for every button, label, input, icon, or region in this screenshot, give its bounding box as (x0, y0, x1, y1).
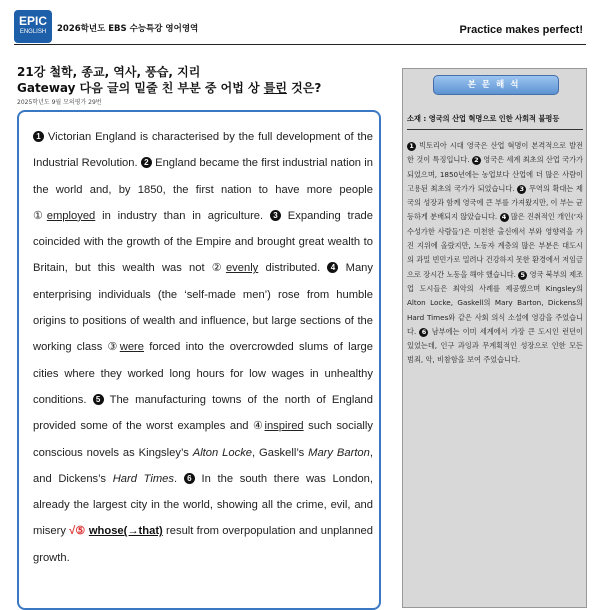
question-prompt: Gateway 다음 글의 밑줄 친 부분 중 어법 상 틀린 것은? (17, 81, 322, 95)
logo-text: EPIC (18, 14, 47, 28)
translation-text: 1 빅토리아 시대 영국은 산업 혁명이 본격적으로 발전한 것이 특징입니다. 2 영국은 세계 최초의 산업 국가가 되었으며, 1850년에는 농업보다 산업에 더 많은 사람이 고용된 최초의 국가가 되었습니다. 3 무역의 확대는 제국의 성장과 함께 영국에 큰 부를 가져왔지만, 이 부는 균등하게 분배되지 않았습니다. 4 많은 진취적인 개인(‘자수성가한 사람들’)은 미천한 출신에서 부와 영향력을 가진 지위에 올랐지만, 노동자 계층의 많은 부분은 대도시의 과밀 빈민가로 밀려나 건강하지 못한 환경에서 저임금으로 장시간 노동을 해야 했습니다. 5 영국 북부의 제조업 도시들은 최악의 사례를 제공했으며 Kingsley의 Alton Locke, Gaskell의 Mary Barton, Dickens의 Hard Times와 같은 사회 의식 소설에 영감을 주었습니다. 6 남부에는 이미 세계에서 가장 큰 도시인 런던이 있었는데, 인구 과잉과 무계획적인 성장으로 인한 모든 범죄, 악, 비참함을 보여 주었습니다. (407, 141, 584, 365)
answer-check-mark: √⑤ (69, 525, 86, 538)
sentence-number-1: 1 (33, 131, 44, 142)
sentence-number-5: 5 (93, 394, 104, 405)
sentence-number-3: 3 (270, 210, 281, 221)
translation-number-4: 4 (500, 213, 509, 222)
question-heading (17, 64, 321, 96)
sentence-number-4: 4 (327, 262, 338, 273)
novel-title-alton-locke: Alton Locke (192, 446, 253, 459)
translation-topic: 소재 : 영국의 산업 혁명으로 인한 사회적 불평등 (407, 114, 560, 123)
underlined-option-1: employed (46, 209, 96, 222)
sentence-number-6: 6 (184, 473, 195, 484)
epic-english-logo (14, 10, 52, 43)
page-header (0, 0, 595, 48)
passage-text: 1 Victorian England is characterised by the full development of the Industrial Revolution. 2 England became the first industrial nation in the world and, by 1850, the first nation to have more people ①employed in industry than in agriculture. 3 Expanding trade coincided with the growth of the Empire and brought great wealth to Britain, but this wealth was not ②evenly distributed. 4 Many enterprising individuals (the ‘self-made men’) rose from humble origins to positions of wealth and influence, but large sections of the working class ③were forced into the overcrowded slums of large cities where they worked long hours for low wages in unhealthy conditions. 5 The manufacturing towns of the north of England provided some of the worst examples and ④inspired such socially conscious novels as Kingsley’s Alton Locke, Gaskell’s Mary Barton, and Dickens’s Hard Times. 6 In the south there was London, already the largest city in the world, showing all the crime, evil, and misery √⑤ whose(→that) result from overpopulation and unplanned growth. (33, 131, 374, 564)
translation-number-5: 5 (518, 271, 527, 280)
logo-subtext: ENGLISH (19, 29, 47, 35)
underlined-option-5-correction: whose(→that) (88, 525, 163, 538)
translation-number-1: 1 (407, 142, 416, 151)
header-title: 2026학년도 EBS 수능특강 영어영역 (57, 24, 199, 34)
header-tagline: Practice makes perfect! (459, 24, 583, 36)
translation-panel (402, 68, 587, 608)
translation-divider (407, 129, 583, 130)
header-divider (14, 44, 586, 45)
novel-title-mary-barton: Mary Barton (308, 446, 370, 459)
underlined-option-2: evenly (225, 262, 259, 275)
sentence-number-2: 2 (141, 157, 152, 168)
underlined-option-3: were (119, 341, 144, 354)
question-source: 2025학년도 9월 모의평가 29번 (17, 99, 102, 106)
prompt-underlined-word: 틀린 (263, 81, 287, 95)
translation-number-2: 2 (472, 156, 481, 165)
translation-number-3: 3 (517, 185, 526, 194)
passage-box (17, 110, 381, 610)
underlined-option-4: inspired (264, 420, 304, 433)
translation-number-6: 6 (419, 328, 428, 337)
lesson-topic: 21강 철학, 종교, 역사, 풍습, 지리 (17, 65, 201, 79)
translation-banner: 본문해석 (433, 75, 559, 95)
novel-title-hard-times: Hard Times (112, 472, 174, 485)
